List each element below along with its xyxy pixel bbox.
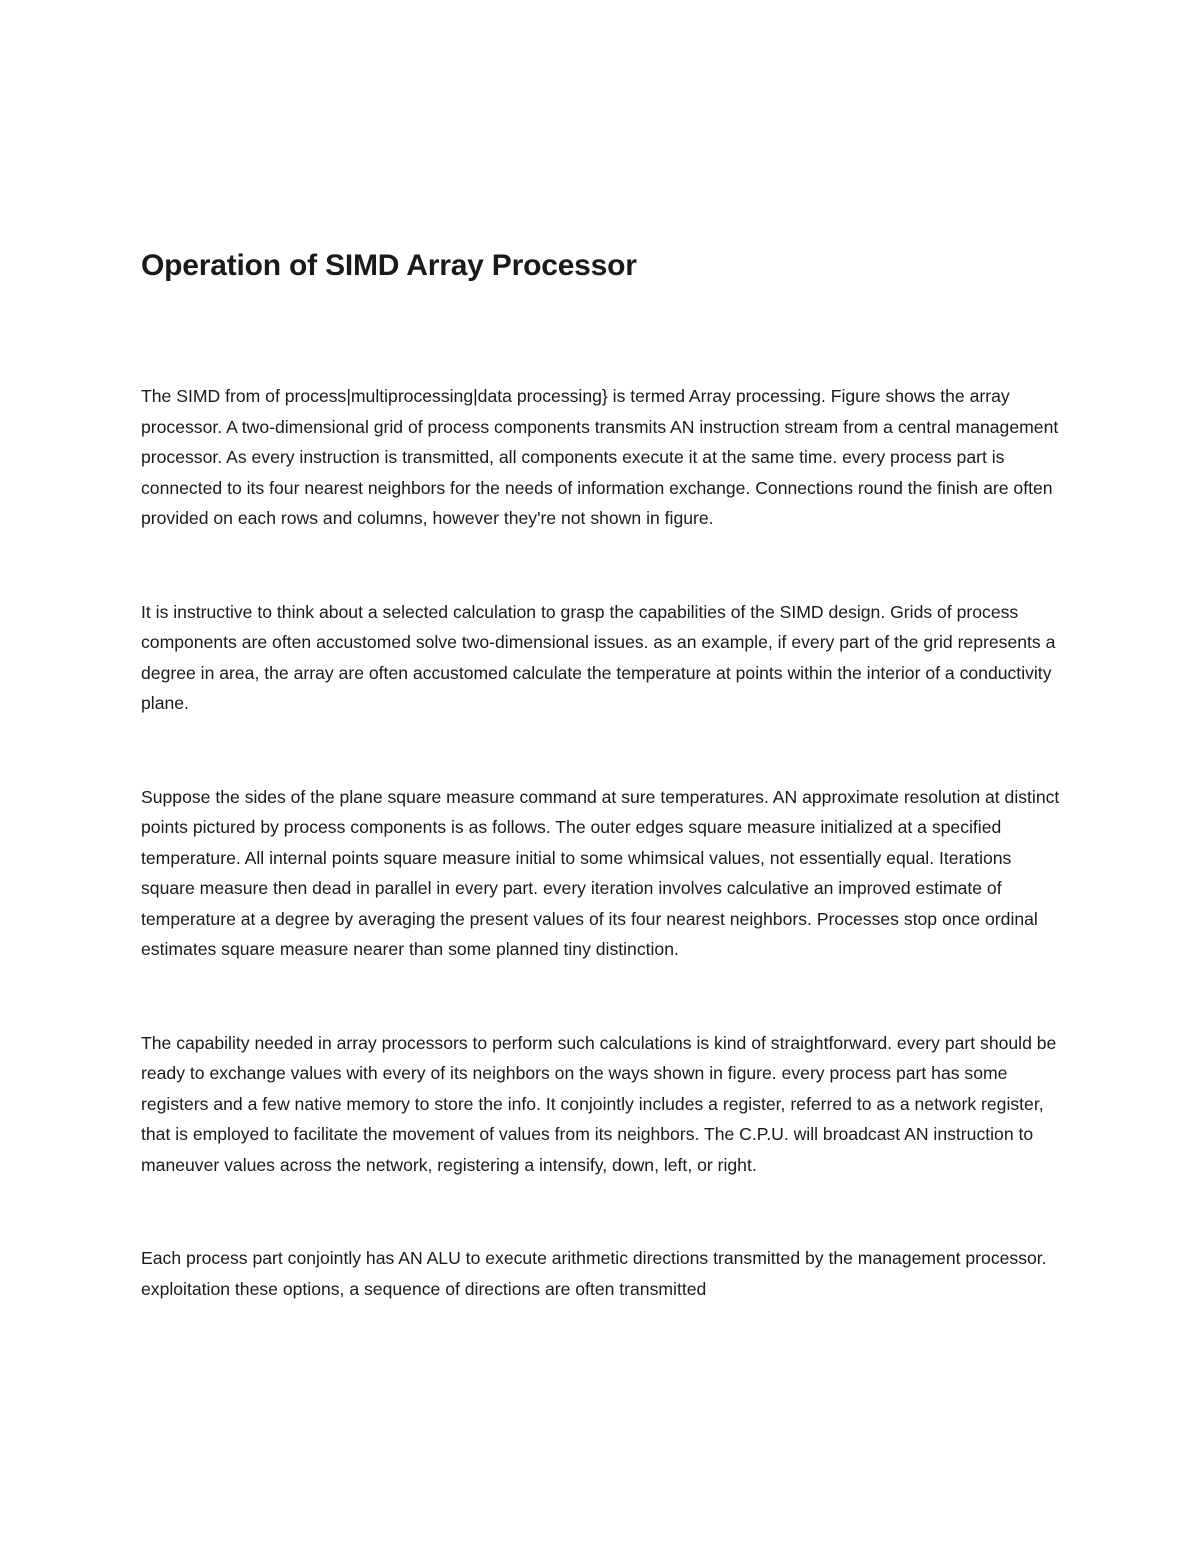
paragraph-simd-overview: The SIMD from of process|multiprocessing|data processing} is termed Array processing. Figure shows the array processor. A two-dimensional grid of process components transmits AN instruction stream from a central management processor. As every instruction is transmitted, all components execute it at the same time. every process part is connected to its four nearest neighbors for the needs of information exchange. Connections round the finish are often provided on each rows and columns, however they're not shown in figure.: [141, 386, 1059, 528]
paragraph-simd-calculation: It is instructive to think about a selected calculation to grasp the capabilities of the SIMD design. Grids of process components are often accustomed solve two-dimensional issues. as an example, if every part of the grid represents a degree in area, the array are often accustomed calculate the temperature at points within the interior of a conductivity plane.: [141, 601, 1056, 713]
paragraph-alu: Each process part conjointly has AN ALU to execute arithmetic directions transmitted by the management processor. exploitation these options, a sequence of directions are often transmitted: [141, 1248, 1047, 1299]
paragraph-network-register: The capability needed in array processors to perform such calculations is kind of straightforward. every part should be ready to exchange values with every of its neighbors on the ways shown in figure. every process part has some registers and a few native memory to store the info. It conjointly includes a register, referred to as a network register, that is employed to facilitate the movement of values from its neighbors. The C.P.U. will broadcast AN instruction to maneuver values across the network, registering a intensify, down, left, or right.: [141, 1032, 1057, 1175]
document-title: Operation of SIMD Array Processor: [141, 249, 637, 282]
paragraph-temperature-plane: Suppose the sides of the plane square measure command at sure temperatures. AN approximate resolution at distinct points pictured by process components is as follows. The outer edges square measure initialized at a specified temperature. All internal points square measure initial to some whimsical values, not essentially equal. Iterations square measure then dead in parallel in every part. every iteration involves calculative an improved estimate of temperature at a degree by averaging the present values of its four nearest neighbors. Processes stop once ordinal estimates square measure nearer than some planned tiny distinction.: [141, 786, 1060, 959]
document-body: [141, 248, 1061, 1304]
